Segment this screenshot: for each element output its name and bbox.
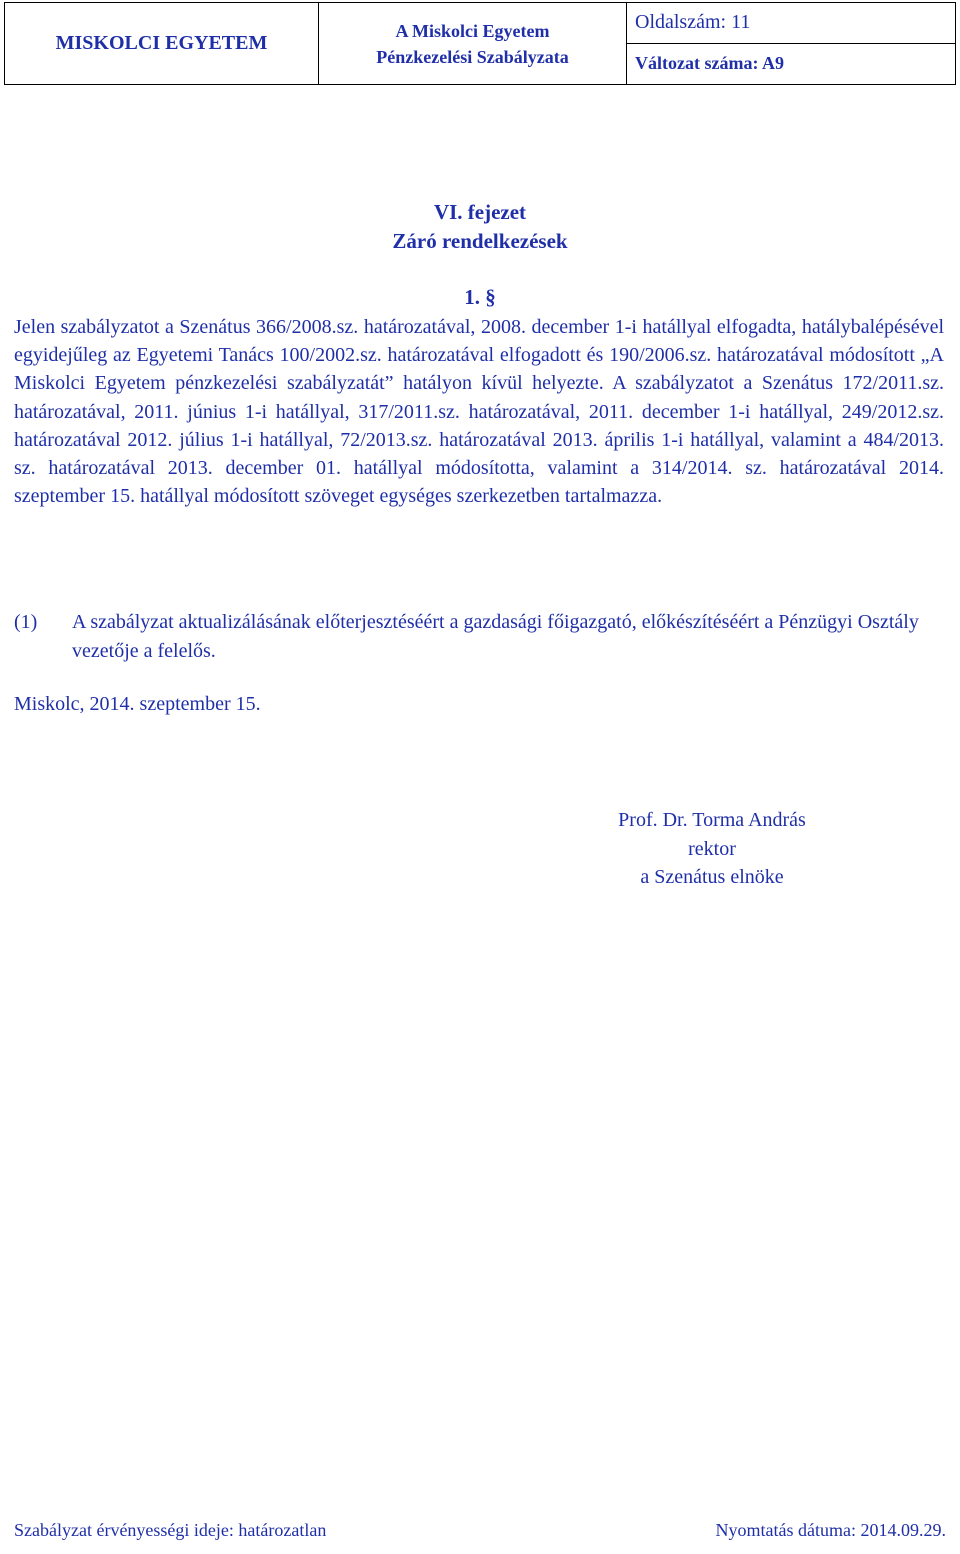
place-date: Miskolc, 2014. szeptember 15.	[14, 693, 261, 715]
university-name: MISKOLCI EGYETEM	[5, 3, 319, 84]
version-number: Változat száma: A9	[635, 53, 784, 74]
page-number: Oldalszám: 11	[627, 3, 955, 44]
validity-footer: Szabályzat érvényességi ideje: határozatlan	[14, 1520, 327, 1540]
item-text: A szabályzat aktualizálásának előterjesztéséért a gazdasági főigazgató, előkészítéséért a Pénzügyi Osztály vezetője a felelős.	[72, 611, 919, 662]
page-meta	[627, 3, 955, 84]
signatory-title: rektor	[688, 837, 736, 860]
item-number: (1)	[14, 611, 38, 633]
document-header	[4, 2, 956, 85]
signatory-name: Prof. Dr. Torma András	[618, 809, 806, 831]
document-title-line1: A Miskolci Egyetem	[395, 20, 550, 41]
document-title-block	[319, 3, 627, 84]
body-paragraph: Jelen szabályzatot a Szenátus 366/2008.sz. határozatával, 2008. december 1-i hatállyal elfogadta, hatálybalépésével egyidejűleg az Egyetemi Tanács 100/2002.sz. határozatával elfogadott és 190/2006.sz. határozatával módosított „A Miskolci Egyetem pénzkezelési szabályzatát” hatályon kívül helyezte. A szabályzatot a Szenátus 172/2011.sz. határozatával, 2011. június 1-i hatállyal, 317/2011.sz. határozatával, 2011. december 1-i hatállyal, 249/2012.sz. határozatával 2012. július 1-i hatállyal, 72/2013.sz. határozatával 2013. április 1-i hatállyal, valamint a 484/2013. sz. határozatával 2013. december 01. hatállyal módosította, valamint a 314/2014. sz. határozatával 2014. szeptember 15. hatállyal módosított szöveget egységes szerkezetben tartalmazza.	[14, 316, 944, 508]
signature-block	[592, 806, 832, 892]
section-number: 1. §	[464, 285, 496, 309]
print-date-footer: Nyomtatás dátuma: 2014.09.29.	[715, 1520, 946, 1540]
signatory-role: a Szenátus elnöke	[640, 866, 784, 888]
chapter-title: Záró rendelkezések	[392, 229, 568, 253]
chapter-number: VI. fejezet	[433, 200, 527, 224]
document-title-line2: Pénzkezelési Szabályzata	[376, 46, 569, 67]
numbered-item	[14, 608, 944, 665]
